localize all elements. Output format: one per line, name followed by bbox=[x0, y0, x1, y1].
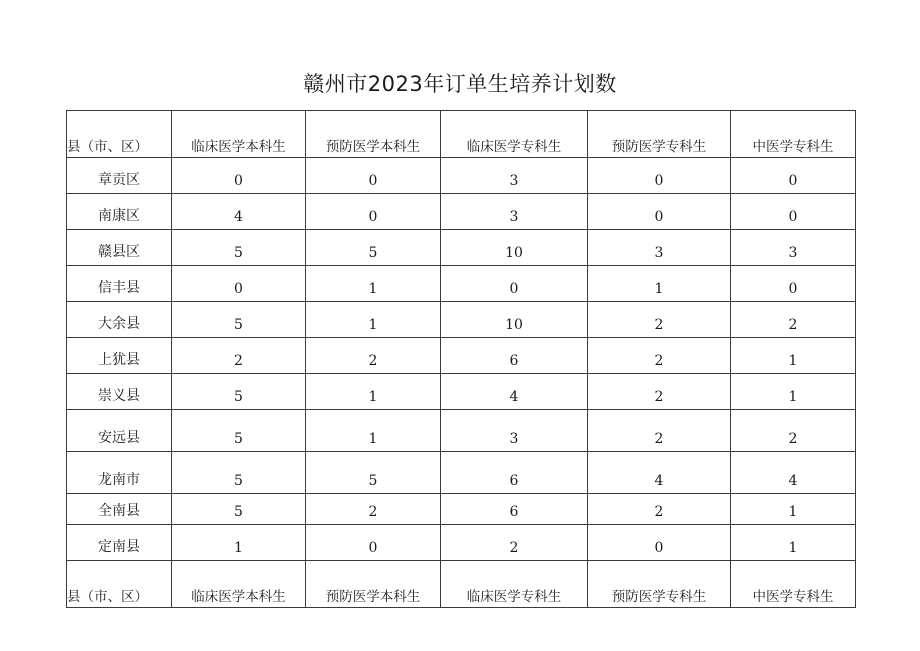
county-cell: 定南县 bbox=[67, 525, 172, 561]
value-cell: 2 bbox=[588, 494, 731, 525]
county-cell: 崇义县 bbox=[67, 374, 172, 410]
table-row bbox=[67, 452, 856, 494]
value-cell: 4 bbox=[731, 452, 856, 494]
table-row bbox=[67, 338, 856, 374]
table-row bbox=[67, 374, 856, 410]
table-row bbox=[67, 410, 856, 452]
header-tcm-college: 中医学专科生 bbox=[731, 111, 856, 158]
value-cell: 2 bbox=[731, 410, 856, 452]
value-cell: 6 bbox=[441, 338, 588, 374]
county-cell: 赣县区 bbox=[67, 230, 172, 266]
value-cell: 6 bbox=[441, 494, 588, 525]
county-cell: 上犹县 bbox=[67, 338, 172, 374]
value-cell: 1 bbox=[306, 374, 441, 410]
value-cell: 2 bbox=[172, 338, 306, 374]
value-cell: 0 bbox=[172, 266, 306, 302]
value-cell: 0 bbox=[306, 194, 441, 230]
value-cell: 5 bbox=[172, 302, 306, 338]
value-cell: 0 bbox=[731, 266, 856, 302]
value-cell: 6 bbox=[441, 452, 588, 494]
value-cell: 0 bbox=[306, 525, 441, 561]
value-cell: 4 bbox=[588, 452, 731, 494]
header-county: 县（市、区） bbox=[67, 111, 172, 158]
header-clinical-college: 临床医学专科生 bbox=[441, 111, 588, 158]
value-cell: 5 bbox=[172, 410, 306, 452]
header-preventive-college: 预防医学专科生 bbox=[588, 111, 731, 158]
value-cell: 2 bbox=[588, 410, 731, 452]
county-cell: 安远县 bbox=[67, 410, 172, 452]
value-cell: 10 bbox=[441, 302, 588, 338]
footer-header-preventive-college: 预防医学专科生 bbox=[588, 561, 731, 608]
county-cell: 信丰县 bbox=[67, 266, 172, 302]
table-row bbox=[67, 194, 856, 230]
value-cell: 3 bbox=[441, 194, 588, 230]
footer-header-clinical-undergrad: 临床医学本科生 bbox=[172, 561, 306, 608]
training-plan-table bbox=[66, 110, 856, 608]
value-cell: 1 bbox=[588, 266, 731, 302]
value-cell: 0 bbox=[172, 158, 306, 194]
value-cell: 0 bbox=[306, 158, 441, 194]
header-preventive-undergrad: 预防医学本科生 bbox=[306, 111, 441, 158]
value-cell: 1 bbox=[731, 494, 856, 525]
value-cell: 0 bbox=[441, 266, 588, 302]
value-cell: 0 bbox=[731, 158, 856, 194]
value-cell: 0 bbox=[588, 158, 731, 194]
value-cell: 1 bbox=[731, 525, 856, 561]
value-cell: 4 bbox=[441, 374, 588, 410]
county-cell: 南康区 bbox=[67, 194, 172, 230]
value-cell: 5 bbox=[172, 494, 306, 525]
footer-header-row bbox=[67, 561, 856, 608]
header-row bbox=[67, 111, 856, 158]
footer-header-county: 县（市、区） bbox=[67, 561, 172, 608]
value-cell: 2 bbox=[441, 525, 588, 561]
value-cell: 3 bbox=[441, 410, 588, 452]
header-clinical-undergrad: 临床医学本科生 bbox=[172, 111, 306, 158]
table-row bbox=[67, 494, 856, 525]
value-cell: 1 bbox=[731, 374, 856, 410]
value-cell: 1 bbox=[172, 525, 306, 561]
county-cell: 大余县 bbox=[67, 302, 172, 338]
value-cell: 5 bbox=[172, 374, 306, 410]
value-cell: 3 bbox=[588, 230, 731, 266]
table-row bbox=[67, 302, 856, 338]
value-cell: 5 bbox=[172, 452, 306, 494]
value-cell: 4 bbox=[172, 194, 306, 230]
value-cell: 2 bbox=[588, 302, 731, 338]
value-cell: 2 bbox=[306, 338, 441, 374]
footer-header-tcm-college: 中医学专科生 bbox=[731, 561, 856, 608]
footer-header-clinical-college: 临床医学专科生 bbox=[441, 561, 588, 608]
value-cell: 1 bbox=[306, 266, 441, 302]
county-cell: 章贡区 bbox=[67, 158, 172, 194]
value-cell: 5 bbox=[306, 230, 441, 266]
footer-header-preventive-undergrad: 预防医学本科生 bbox=[306, 561, 441, 608]
table-row bbox=[67, 525, 856, 561]
value-cell: 5 bbox=[172, 230, 306, 266]
value-cell: 10 bbox=[441, 230, 588, 266]
value-cell: 2 bbox=[306, 494, 441, 525]
value-cell: 2 bbox=[588, 374, 731, 410]
table-row bbox=[67, 158, 856, 194]
value-cell: 1 bbox=[306, 302, 441, 338]
value-cell: 1 bbox=[731, 338, 856, 374]
value-cell: 2 bbox=[731, 302, 856, 338]
table-row bbox=[67, 230, 856, 266]
value-cell: 0 bbox=[588, 525, 731, 561]
county-cell: 龙南市 bbox=[67, 452, 172, 494]
value-cell: 5 bbox=[306, 452, 441, 494]
value-cell: 3 bbox=[441, 158, 588, 194]
table-row bbox=[67, 266, 856, 302]
value-cell: 0 bbox=[731, 194, 856, 230]
page-title: 赣州市2023年订单生培养计划数 bbox=[303, 72, 617, 96]
county-cell: 全南县 bbox=[67, 494, 172, 525]
value-cell: 2 bbox=[588, 338, 731, 374]
value-cell: 3 bbox=[731, 230, 856, 266]
value-cell: 1 bbox=[306, 410, 441, 452]
value-cell: 0 bbox=[588, 194, 731, 230]
